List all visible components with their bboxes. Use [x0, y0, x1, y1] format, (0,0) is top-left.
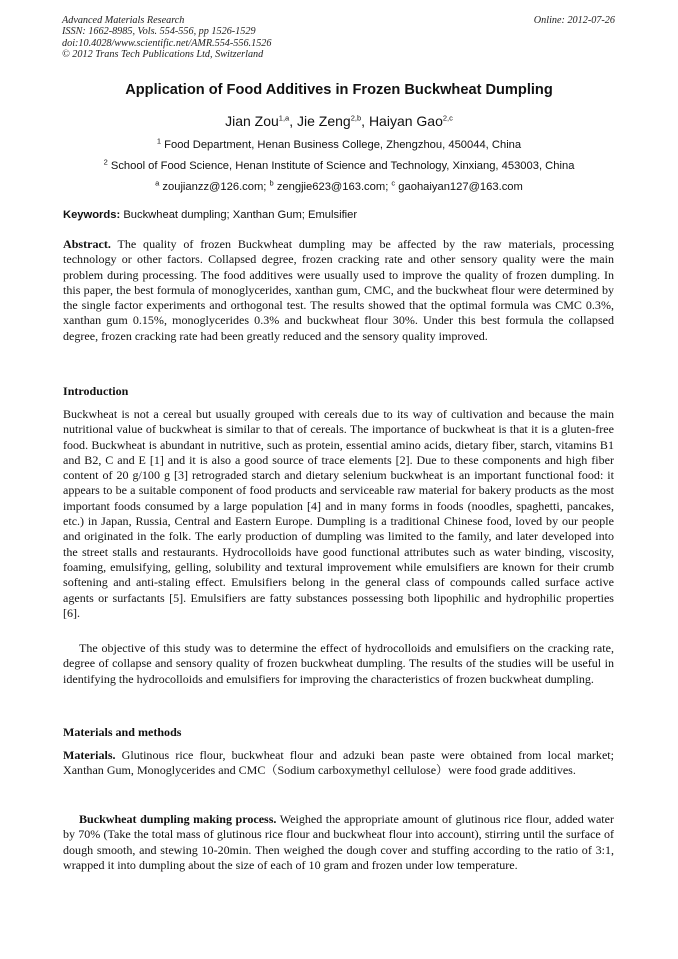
author-list: Jian Zou$^{1,a}$, Jie Zeng$^{2,b}$, Haiyan Gao$^{2,c}$: [225, 113, 453, 129]
keywords-text: Buckwheat dumpling; Xanthan Gum; Emulsifier: [123, 209, 358, 221]
affiliation-text: Food Department, Henan Business College, Zhengzhou, 450044, China: [164, 139, 522, 151]
introduction-heading: Introduction: [63, 384, 129, 398]
introduction-paragraph-1: Buckwheat is not a cereal but usually grouped with cereals due to its way of cultivation and because the main nutritional value of buckwheat is similar to that of cereals. The importance of buckwheat is that it is a gluten-free food. Buckwheat is abundant in nutritive, such as protein, essential amino acids, dietary fiber, starch, vitamins B1 and B2, C and E [1] and it is also a good source of trace elements [2]. Due to these components and high fiber content of 20 g/100 g [3] retrograded starch and dietary selenium buckwheat is an important functional food: it appears to be a suitable component of food products and serviceable raw material for bakery products as the most important foods consumed by a large population [4] and in many forms in foods (noodles, spaghetti, pancakes, etc.) in Japan, Russia, Central and Eastern Europe. Dumpling is a traditional Chinese food, loved by our people and originated in the folk. The early production of dumpling was limited to the family, and later developed into the street stalls and restaurants. Hydrocolloids have good functional attributes such as water binding, viscosity, foaming, emulsifying, gelling, solubility and textural improvement while emulsifiers are known for their crumb softening and anti-staling effect. Emulsifiers belong in the general class of compounds called surface active agents or surfactants [5]. Emulsifiers are fatty substances possessing both lipophilic and hydrophilic properties [6].: [63, 407, 614, 620]
abstract-paragraph: [63, 237, 614, 344]
email-address: gaohaiyan127@163.com: [398, 181, 523, 193]
email-line: [0, 178, 678, 193]
copyright-line: © 2012 Trans Tech Publications Ltd, Switzerland: [62, 48, 264, 60]
process-paragraph: [63, 812, 614, 873]
author-name: Haiyan Gao: [368, 113, 443, 129]
author-sup: 2,c: [442, 113, 453, 123]
author-sup: 1,a: [278, 113, 290, 123]
methods-heading: Materials and methods: [63, 725, 182, 739]
email-sup: c: [391, 178, 396, 188]
materials-text: Glutinous rice flour, buckwheat flour and adzuki bean paste were obtained from local market; Xanthan Gum, Monoglycerides and CMC（Sodium carboxymethyl cellulose）were food grade additives.: [63, 748, 614, 778]
journal-name: Advanced Materials Research: [62, 15, 185, 26]
affiliation-sup: 1: [156, 136, 162, 146]
issn-line: ISSN: 1662-8985, Vols. 554-556, pp 1526-1529: [62, 26, 256, 38]
materials-label: Materials.: [63, 748, 116, 762]
affiliation-2: [0, 157, 678, 172]
doi-line: doi:10.4028/www.scientific.net/AMR.554-556.1526: [62, 37, 272, 49]
email-sup: b: [269, 178, 274, 188]
online-date: Online: 2012-07-26: [533, 15, 615, 26]
author-name: Jian Zou: [225, 113, 279, 129]
journal-header: [62, 15, 271, 60]
materials-paragraph: [63, 748, 614, 779]
affiliation-sup: 2: [103, 157, 108, 167]
abstract-text: The quality of frozen Buckwheat dumpling may be affected by the raw materials, processing technology or other factors. Collapsed degree, frozen cracking rate and other sensory quality were the main problem during processing. The food additives were usually used to improve the quality of frozen dumpling. In this paper, the best formula of monoglycerides, xanthan gum, CMC, and the buckwheat flour were determined by the single factor experiments and orthogonal test. The results showed that the optimal formula was CMC 0.3%, xanthan gum 0.15%, monoglycerides 0.3% and buckwheat flour 30%. Under this best formula the collapsed degree, frozen cracking rate had been greatly reduced and the sensory quality improved.: [63, 237, 615, 343]
introduction-paragraph-2: The objective of this study was to determine the effect of hydrocolloids and emulsifiers on the cracking rate, degree of collapse and sensory quality of frozen buckwheat dumpling. The results of the studies will be useful in identifying the hydrocolloids and emulsifiers for improving the characteristics of frozen buckwheat dumpling.: [63, 641, 614, 686]
keywords-label: Keywords:: [63, 209, 121, 221]
email-address: zoujianzz@126.com;: [162, 181, 267, 193]
paper-title: Application of Food Additives in Frozen Buckwheat Dumpling: [125, 82, 553, 98]
keywords-line: [63, 209, 357, 221]
email-sup: a: [155, 178, 160, 188]
author-sup: 2,b: [350, 113, 362, 123]
author-name: Jie Zeng: [297, 113, 351, 129]
email-address: zengjie623@163.com;: [276, 181, 389, 193]
abstract-label: Abstract.: [63, 237, 111, 251]
affiliation-1: [0, 136, 678, 151]
process-text: Weighed the appropriate amount of glutinous rice flour, added water by 70% (Take the total mass of glutinous rice flour and buckwheat flour into account), stirring until the surface of dough smooth, and stewing 10-20min. Then weighed the dough cover and stuffing according to the ratio of 3:1, wrapped it into dumpling about the size of each of 10 gram and frozen under low temperature.: [63, 812, 615, 872]
affiliation-text: School of Food Science, Henan Institute of Science and Technology, Xinxiang, 453003, China: [110, 160, 575, 172]
process-label: Buckwheat dumpling making process.: [79, 812, 277, 826]
